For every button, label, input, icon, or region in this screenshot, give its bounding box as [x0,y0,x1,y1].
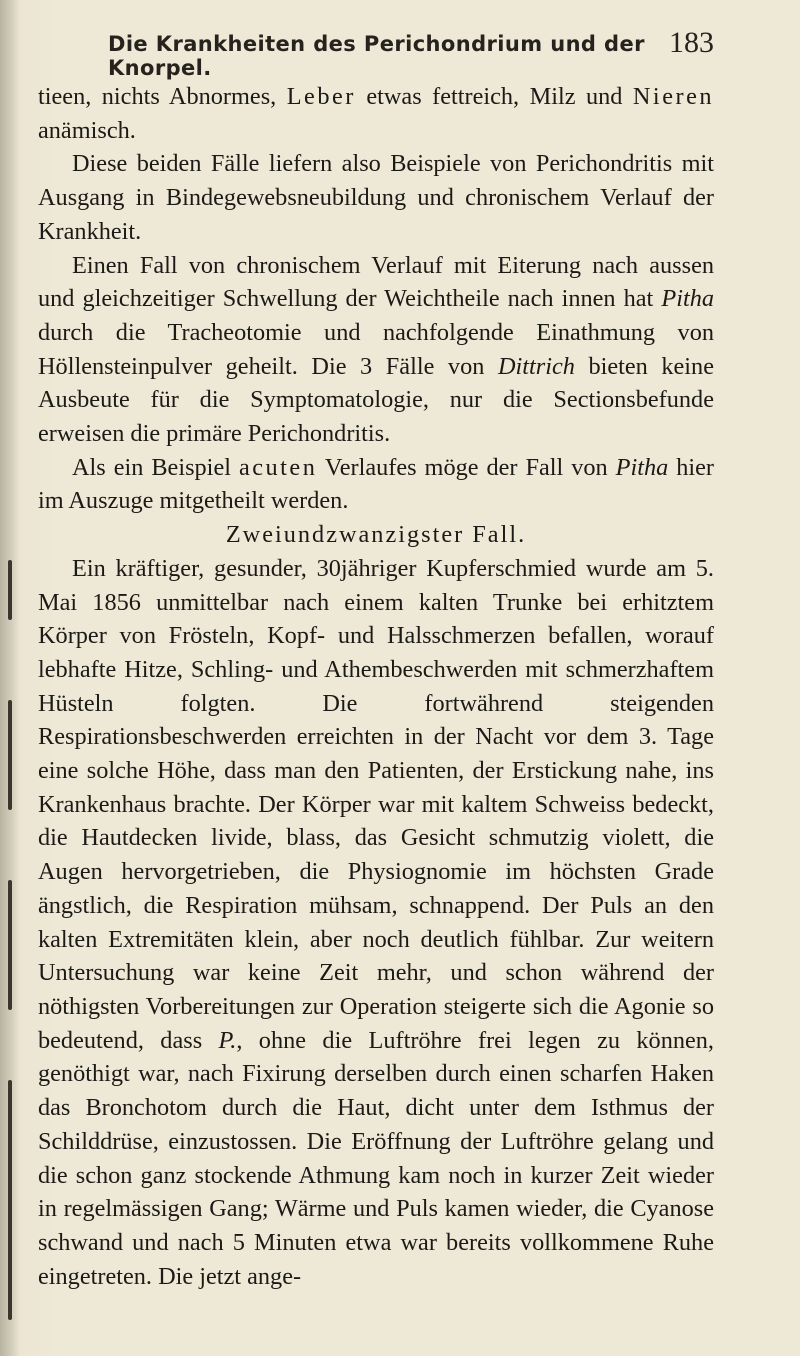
paragraph [38,451,714,518]
paragraph: Diese beiden Fälle liefern also Beispiele von Perichondritis mit Ausgang in Bindegewebsneubildung und chronischem Verlauf der Krankheit. [38,150,714,245]
text-run: hier im Auszuge mitgetheilt werden. [38,453,714,515]
spaced-term: Nieren [632,83,714,110]
text-run: bieten keine Ausbeute für die Symptomatologie, nur die Sectionsbefunde erweisen die primäre Perichondritis. [38,352,714,448]
text-run: anämisch. [38,116,136,144]
spaced-term: acuten [238,453,318,481]
page-header [108,26,714,80]
running-head: Die Krankheiten des Perichondrium und der Knorpel. [108,32,645,80]
paragraph [38,552,714,1293]
paragraph [38,249,714,451]
text-run: Einen Fall von chronischem Verlauf mit Eiterung nach aussen und gleichzeitiger Schwellung der Weichtheile nach innen hat [38,251,714,313]
body-text [38,80,714,1293]
case-heading: Zweiundzwanzigster Fall. [225,521,527,549]
text-run: durch die Tracheotomie und nachfolgende Einathmung von Höllensteinpulver geheilt. Die 3 Fälle von [38,318,714,380]
author-name: Pitha [661,285,714,313]
spaced-term: Leber [286,83,356,110]
gutter-shadow [8,1080,12,1320]
text-run: Als ein Beispiel [72,453,239,481]
gutter-shadow [8,700,12,810]
gutter-shadow [8,560,12,620]
text-run: , ohne die Luftröhre frei legen zu können, genöthigt war, nach Fixirung derselben durch einen scharfen Haken das Bronchotom durch die Haut, dicht unter dem Isthmus der Schilddrüse, einzustossen. Die Eröffnung der Luftröhre gelang und die schon ganz stockende Athmung kam noch in kurzer Zeit wieder in regelmässigen Gang; Wärme und Puls kamen wieder, die Cyanose schwand und nach 5 Minuten etwa war bereits vollkommene Ruhe eingetreten. Die jetzt ange- [38,1026,714,1290]
author-name: Dittrich [497,352,575,380]
page-number: 183 [669,26,714,59]
text-run: tieen, nichts Abnormes, [38,83,287,110]
page-gutter [0,0,20,1356]
author-abbreviation: P. [218,1026,237,1054]
paragraph [38,80,714,147]
text-run: etwas fettreich, Milz und [355,83,633,110]
author-name: Pitha [615,453,669,481]
text-run: Ein kräftiger, gesunder, 30jähriger Kupferschmied wurde am 5. Mai 1856 unmittelbar nach einem kalten Trunke bei erhitztem Körper von Frösteln, Kopf- und Halsschmerzen befallen, worauf lebhafte Hitze, Schling- und Athembeschwerden mit schmerzhaftem Hüsteln folgten. Die fortwährend steigenden Respirationsbeschwerden erreichten in der Nacht vor dem 3. Tage eine solche Höhe, dass man den Patienten, der Erstickung nahe, ins Krankenhaus brachte. Der Körper war mit kaltem Schweiss bedeckt, die Hautdecken livide, blass, das Gesicht schmutzig violett, die Augen hervorgetrieben, die Physiognomie im höchsten Grade ängstlich, die Respiration mühsam, schnappend. Der Puls an den kalten Extremitäten klein, aber noch deutlich fühlbar. Zur weitern Untersuchung war keine Zeit mehr, und schon während der nöthigsten Vorbereitungen zur Operation steigerte sich die Agonie so bedeutend, dass [38,554,714,1054]
text-run: Verlaufes möge der Fall von [317,453,616,481]
gutter-shadow [8,880,12,1010]
